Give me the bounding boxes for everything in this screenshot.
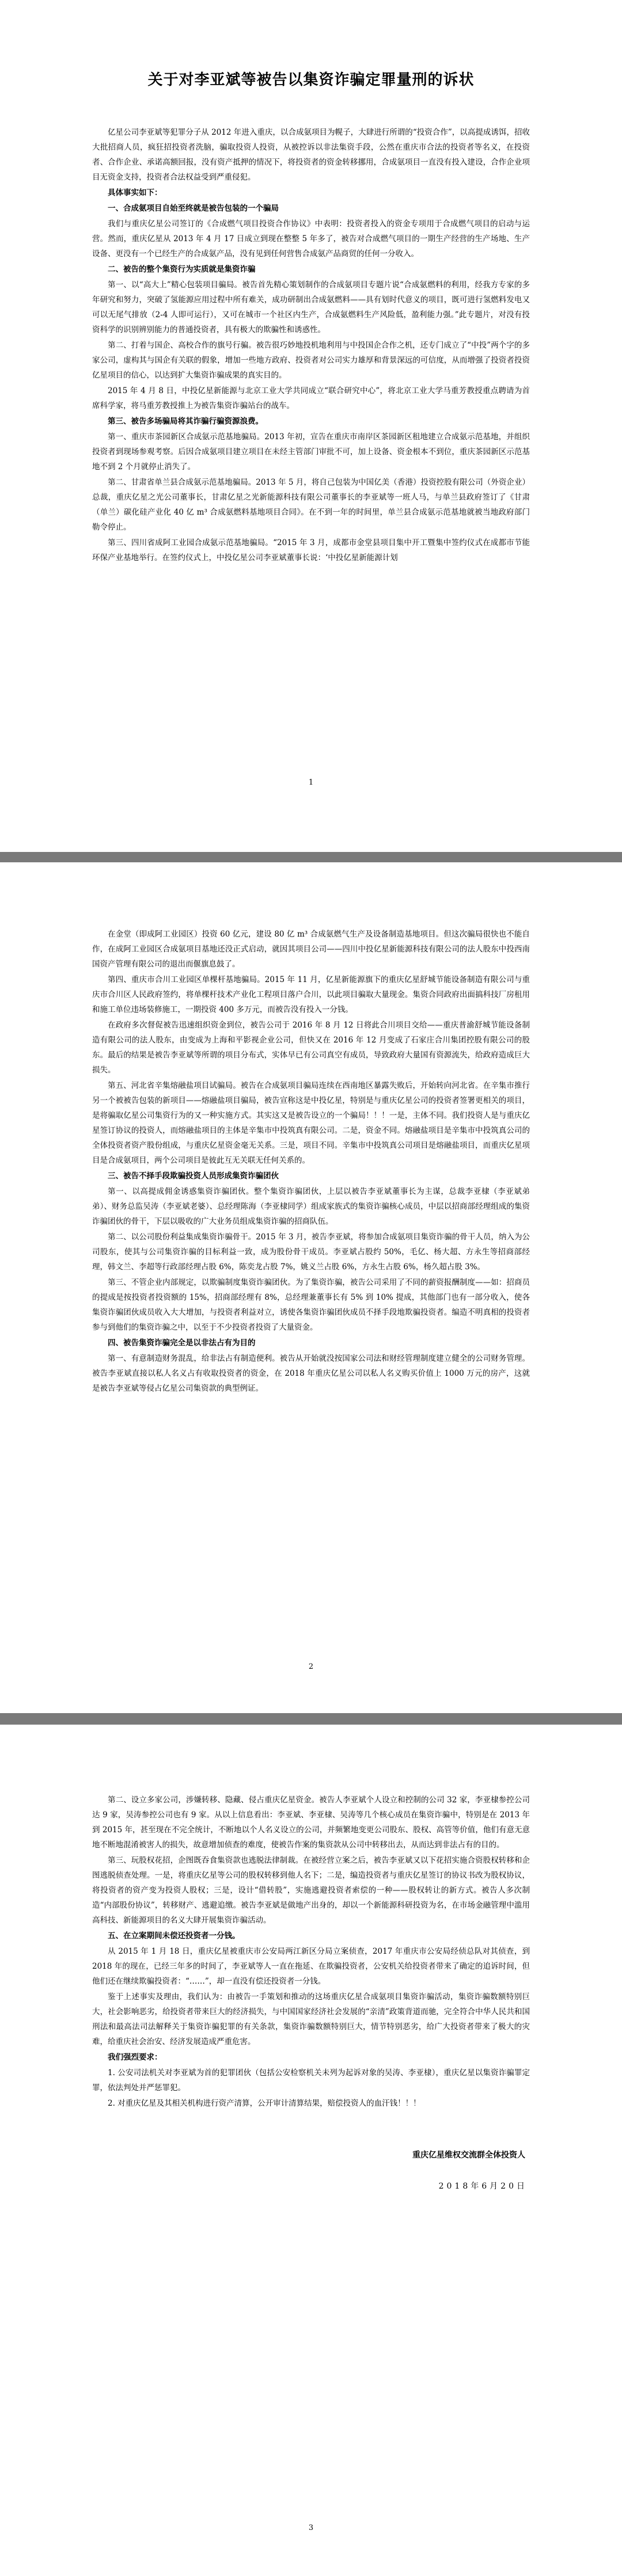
section-heading: 五、在立案期间未偿还投资者一分钱。 [108,1931,240,1940]
page-3-body [92,1793,530,2111]
page-number: 3 [308,2524,314,2532]
page-number: 2 [308,1662,314,1671]
paragraph: 第三、不管企业内部规定，以欺骗制度集资诈骗团伙。为了集资诈骗，被告公司采用了不同的薪资报酬制度——如：招商员的提成是按投资者投资额的 15%，招商部经理有 8%，总经理兼董事长有 5% 到 10% 提成，其他部门也有一部分收入，使各集资诈骗团伙成员收入大大增加，与投资者利益对立，诱使各集资诈骗团伙成员不择手段地欺骗投资者。编造不明真相的投资者参与到他们的集资诈骗之中，以至于不少投资者投资了大量资金。 [92,1278,530,1332]
paragraph: 从 2015 年 1 月 18 日，重庆亿星被重庆市公安局两江新区分局立案侦查，2017 年重庆市公安局经侦总队对其侦查，到 2018 年的现在，已经三年多的时间了，李亚斌等人一直在拖延、在欺骗投资者，公安机关给投资者带来了确定的追诉时间，但他们还在继续欺骗投资者：“……”，却一直没有偿还投资者一分钱。 [92,1947,530,1986]
section-heading: 一、合成氨项目自始至终就是被告包装的一个骗局 [108,204,279,213]
page-2-body [92,927,530,1396]
document-page-1 [0,0,622,852]
section-heading: 三、被告不择手段欺骗投资人员形成集资诈骗团伙 [108,1171,279,1181]
document-page-2 [0,862,622,1713]
paragraph: 亿星公司李亚斌等犯罪分子从 2012 年进入重庆，以合成氨项目为幌子，大肆进行所谓的“投资合作”，以高提成诱饵，招收大批招商人员，疯狂招投资者洗脑，骗取投资人投资，从被控诉以非法集资手段，公然在重庆市合法的投资者等名义，在投资者、合作企业、承诺高额回报，没有资产抵押的情况下，将投资者的资金转移挪用，合成氨项目一直没有投入建设，合作企业项目无资金支持，投资者合法权益受到严重侵犯。 [92,128,530,182]
document-page-3 [0,1725,622,2576]
paragraph: 1. 公安司法机关对李亚斌为首的犯罪团伙（包括公安检察机关未列为起诉对象的吴涛、李亚棣），重庆亿星以集资诈骗罪定罪，依法判处并严惩罪犯。 [92,2068,530,2092]
page-1-body [92,125,530,565]
paragraph: 鉴于上述事实及理由，我们认为：由被告一手策划和推动的这场重庆亿星合成氨项目集资诈骗活动，集资诈骗数额特别巨大，社会影响恶劣，给投资者带来巨大的经济损失，与中国国家经济社会发展的“亲清”政策背道而驰，完全符合中华人民共和国刑法和最高法司法解释关于集资诈骗犯罪的有关条款，集资诈骗数额特别巨大，情节特别恶劣，给广大投资者带来了极大的灾难，给重庆社会治安、经济发展造成严重危害。 [92,1992,530,2046]
document-date: 2018年6月20日 [438,2182,528,2191]
section-heading: 二、被告的整个集资行为实质就是集资诈骗 [108,265,256,274]
paragraph: 第二、打着与国企、高校合作的旗号行骗。被告很巧妙地投机地利用与中投国企合作之机，还专门成立了“中投”两个字的多家公司，虚构其与国企有关联的假象，增加一些地方政府、投资者对公司实力雄厚和背景深远的可信度，从而增强了投资者投资亿星项目的信心，以达到扩大集资诈骗成果的真实目的。 [92,341,530,380]
paragraph: 2. 对重庆亿星及其相关机构进行资产清算，公开审计清算结果，赔偿投资人的血汗钱！！！ [108,2099,421,2108]
paragraph: 在政府多次督促被告迅速组织资金到位，被告公司于 2016 年 8 月 12 日将此合川项目交给——重庆普渝舒城节能设备制造有限公司的法人股东，由变成为上海和平影视企业公司，但快又在 2016 年 12 月变成了石家庄合川集团控股有限公司的股东。最后的结果是被告李亚斌等所谓的项目分布式，实体早已有公司真空有成员，导致政府大量国有资源流失，给政府造成巨大损失。 [92,1021,530,1075]
paragraph: 第一、有意制造财务混乱，给非法占有制造便利。被告从开始就没按国家公司法和财经管理制度建立健全的公司财务管理。被告李亚斌直接以私人名义占有收取投资者的资金，在 2018 年重庆亿星公司以私人名义购买价值上 1000 万元的房产，这就是被告李亚斌等侵占亿星公司集资款的典型例证。 [92,1354,530,1393]
signature: 重庆亿星维权交流群全体投资人 [412,2151,525,2160]
paragraph: 第二、甘肃省单兰县合成氨示范基地骗局。2013 年 5 月，将自己包装为中国亿美（香港）投资控股有限公司（外资企业）总裁，重庆亿星之光公司董事长，甘肃亿星之光新能源科技有限公司董事长的李亚斌等一班人马，与单兰县政府签订了《甘肃（单兰）碳化硅产业化 40 亿 m³ 合成氨燃料基地项目合同》。在不到一年的时间里，单兰县合成氨示范基地就被当地政府部门勒令停止。 [92,478,530,532]
paragraph: 第一、以高提成佣金诱惑集资诈骗团伙。整个集资诈骗团伙，上层以被告李亚斌董事长为主谋，总裁李亚棣（李亚斌弟弟）、财务总监吴涛（李亚斌老婆）、总经理陈海（李亚棣同学）组成家族式的集资诈骗核心成员，中层以招商部经理组成的集资诈骗团伙的骨干，下层以吸收的广大业务员组成集资诈骗的招商队伍。 [92,1187,530,1226]
section-heading: 四、被告集资诈骗完全是以非法占有为目的 [108,1338,256,1348]
paragraph: 第三、玩股权花招，企图既吞食集资款也逃脱法律制裁。在被经营立案之后，被告李亚斌又以下花招实施合资股权转移和企图逃脱侦查处理。一是，将重庆亿星等公司的股权转移到他人名下；二是，编造投资者与重庆亿星签订的协议书改为股权协议，将投资者的资产变为投资人股权；三是，设计“借转股”，实施逃避投资者索偿的一种——股权转让的新方式。被告人多次制造“内部股份协议”，转移财产、逃避追缴。被告李亚斌是做地产出身的，却以一个新能源科研投资为名，在市场金融管理中滥用高科技、新能源项目的名义大肆开展集资诈骗活动。 [92,1856,530,1925]
page-number: 1 [308,778,314,787]
section-heading: 我们强烈要求： [108,2053,162,2062]
paragraph: 第二、设立多家公司，涉嫌转移、隐藏、侵占重庆亿星资金。被告人李亚斌个人设立和控制的公司 32 家，李亚棣参控公司达 9 家，吴涛参控公司也有 9 家。从以上信息看出：李亚斌、李亚棣、吴涛等几个核心成员在集资诈骗中，特别是在 2013 年到 2015 年，甚至现在不完全统计，不断地以个人名义设立的公司，并频繁地变更公司股东、股权、高管等价值，他们有意无意地不断地混淆被害人的损失，故意增加侦查的难度，使被告作案的集资款从公司中转移出去，从而达到非法占有的目的。 [92,1795,530,1850]
paragraph: 第四、重庆市合川工业园区单棵杆基地骗局。2015 年 11 月，亿星新能源旗下的重庆亿星舒城节能设备制造有限公司与重庆市合川区人民政府签约，将单棵杆技术产业化工程项目落户合川，以此项目骗取大量现金。集资合同政府出面搞科技厂房租用和施工单位违场装修施工，一期投资 400 多万元，而被告没有投入一分钱。 [92,975,530,1014]
document-title: 关于对李亚斌等被告以集资诈骗定罪量刑的诉状 [147,71,475,89]
paragraph: 第五、河北省辛集熔融盐项目试骗局。被告在合成氨项目骗局连续在西南地区暴露失败后，开始转向河北省。在辛集市推行另一个被被告包装的新项目——熔融盐项目骗局，被告宣称这是中投亿星，特别是与重庆亿星公司的投资者签署更相关的项目，是将骗取亿星公司集资行为的又一种实施方式。其实这又是被告设立的一个骗局！！！一是，主体不同。我们投资人是与重庆亿星签订协议的投资人，而熔融盐项目的主体是辛集市中投筑真有限公司。二是，资金不同。熔融盐项目是辛集市中投筑真公司的全体投资者资产股份组成，与重庆亿星资金毫无关系。三是，项目不同。辛集市中投筑真公司项目是熔融盐项目，而重庆亿星项目是合成氨项目，两个公司项目是彼此互无关联无任何关系的。 [92,1081,530,1165]
paragraph: 第二、以公司股份利益集成集资诈骗骨干。2015 年 3 月，被告李亚斌，将参加合成氨项目集资诈骗的骨干人员，纳入为公司股东，使其与公司集资诈骗的目标利益一致，成为股份骨干成员。李亚斌占股约 50%，毛亿、杨大超、方永生等招商部经理，韩文兰、李超等行政部经理占股 6%，陈奕龙占股 7%，姚义兰占股 6%，方永生占股 6%，杨久超占股 3%。 [92,1232,530,1272]
section-heading: 具体事实如下： [108,188,162,197]
paragraph: 在金堂（即成阿工业园区）投资 60 亿元，建设 80 亿 m³ 合成氨燃气生产及设备制造基地项目。但这次骗局很快也不能自作，在成阿工业园区合成氨项目基地还没正式启动，就因其项目公司——四川中投亿星新能源科技有限公司的法人股东中投西南国资产管理有限公司的退出而偃旗息鼓了。 [92,930,530,969]
section-heading: 第三、被告多场骗局将其诈骗行骗资源浪费。 [108,417,263,426]
paragraph: 2015 年 4 月 8 日，中投亿星新能源与北京工业大学共同成立“联合研究中心”，将北京工业大学马重芳教授重点聘请为首席科学家，将马重芳教授推上为被告集资诈骗站台的战车。 [92,386,530,410]
paragraph: 第一、以“高大上”精心包装项目骗局。被告首先精心策划制作的合成氨项目专题片说“合成氨燃料的利用，经我方专家的多年研究和努力，突破了氢能源应用过程中所有难关，成功研制出合成氨燃料——具有划时代意义的项目，既可进行氢燃料发电又可以无尾气排放（2-4 人即可运行），又可在城市一个社区内生产，合成氨燃料生产风险低，盈利能力强。”此专题片，对没有投资科学的识别辨别能力的普通投资者，具有极大的欺骗性和诱惑性。 [92,280,530,334]
paragraph: 第三、四川省成阿工业园合成氨示范基地骗局。“2015 年 3 月，成都市金堂县项目集中开工暨集中签约仪式在成都市节能环保产业基地举行。在签约仪式上，中投亿星公司李亚斌董事长说：‘中投亿星新能源计划 [92,538,530,562]
paragraph: 我们与重庆亿星公司签订的《合成燃气项目投资合作协议》中表明：投资者投入的资金专项用于合成燃气项目的启动与运营。然而，重庆亿星从 2013 年 4 月 17 日成立到现在整整 5 年多了，被告对合成燃气项目的一期生产经营的生产场地、生产设备、更没有一个已经生产的合成氨产品，没有见到任何营售合成氨产品商贸的任何一分收入。 [92,219,530,258]
paragraph: 第一、重庆市茶园新区合成氨示范基地骗局。2013 年初，宣告在重庆市南岸区茶园新区租地建立合成氨示范基地，并组织投资者到现场参观考察。后因合成氨项目建立项目在未经主管部门审批不可，加上设备、资金根本不到位，重庆茶园新区示范基地不到 2 个月就停止消失了。 [92,432,530,471]
